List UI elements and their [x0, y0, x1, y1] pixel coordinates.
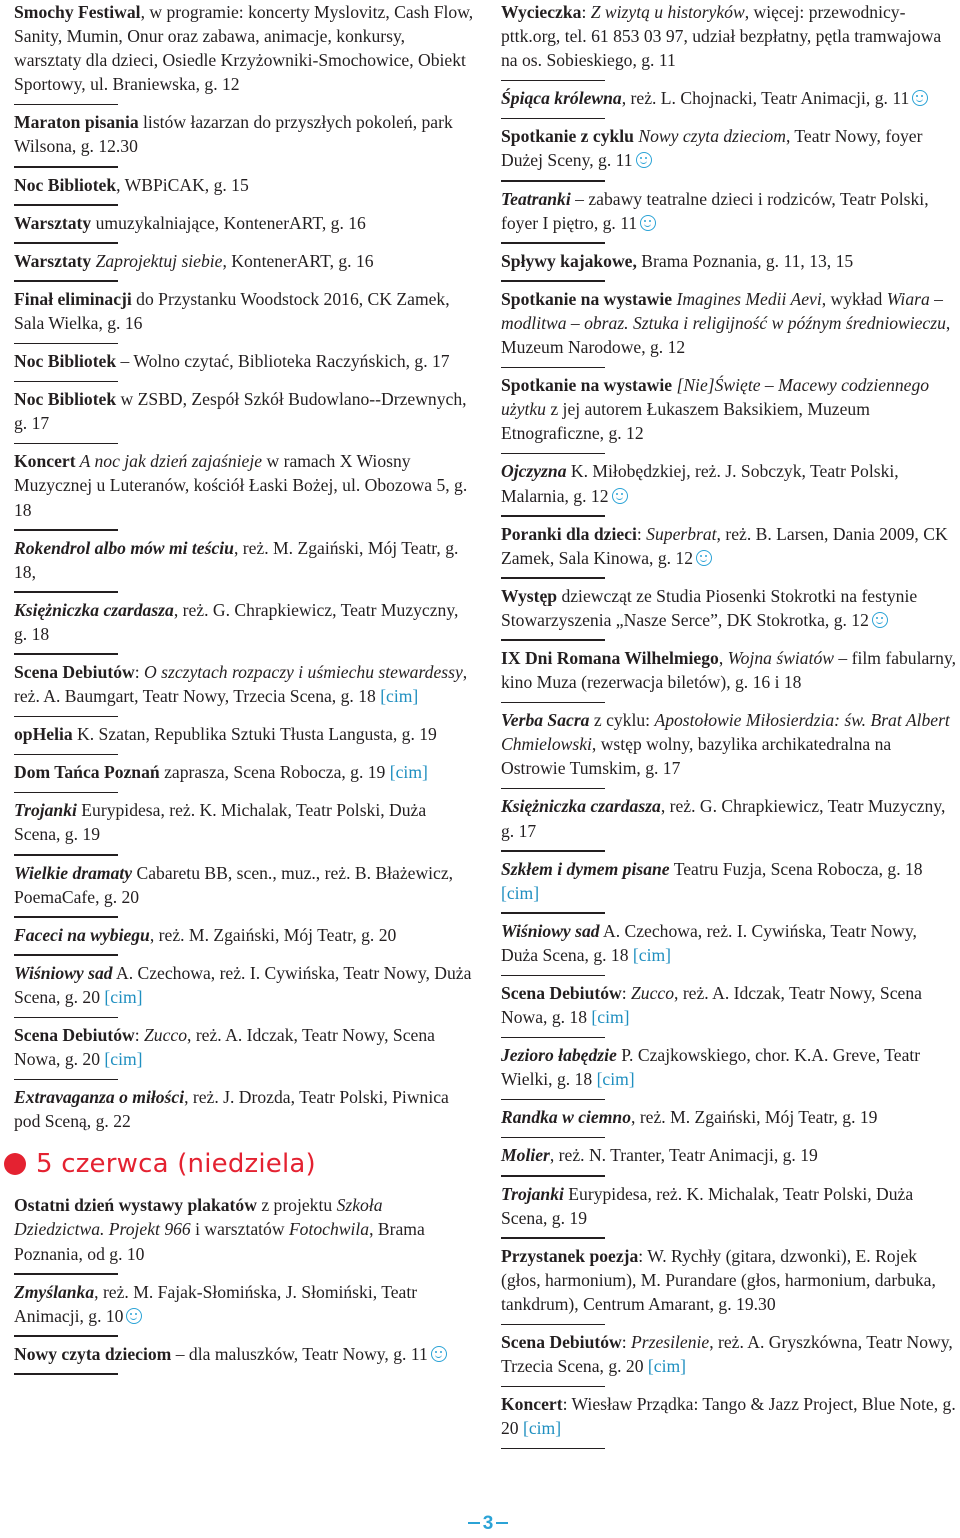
event-title: Poranki dla dzieci: [501, 523, 637, 544]
event-entry: [14, 387, 474, 444]
event-title: Maraton pisania: [14, 112, 139, 133]
event-entry: [14, 861, 474, 918]
event-entry: [14, 173, 474, 206]
cim-tag: [cim]: [104, 1049, 143, 1070]
event-details: , reż. A. Baumgart, Teatr Nowy, Trzecia Scena, g. 18: [14, 661, 468, 707]
event-details: w ramach X Wiosny Muzycznej u Luteranów, kościół Łaski Bożej, ul. Obozowa 5, g. 18: [14, 451, 468, 520]
event-title: Noc Bibliotek: [14, 174, 117, 195]
event-entry: [501, 287, 956, 368]
event-title: Finał eliminacji: [14, 288, 132, 309]
event-details: : W. Rychły (gitara, dzwonki), E. Rojek (głos, harmonium), M. Purandare (głos, harmonium, darbuka, tankdrum), Centrum Amarant, g. 19.30: [501, 1245, 936, 1314]
event-title: Dom Tańca Poznań: [14, 762, 160, 783]
event-entry: [14, 249, 474, 282]
event-details: zaprasza, Scena Robocza, g. 19: [159, 762, 390, 783]
smiley-icon: [640, 215, 656, 231]
event-details: , reż. G. Chrapkiewicz, Teatr Muzyczny, g. 18: [14, 599, 459, 644]
event-details: , reż. M. Fajak-Słomińska, J. Słomiński, Teatr Animacji, g. 10: [14, 1281, 418, 1326]
event-details: , WBPiCAK, g. 15: [116, 174, 249, 195]
event-subtitle: Nowy czyta dzieciom: [633, 126, 786, 147]
event-title: Noc Bibliotek: [14, 389, 117, 410]
event-details: – Wolno czytać, Biblioteka Raczyńskich, g. 17: [116, 351, 450, 372]
event-entry: [501, 1244, 956, 1325]
event-punct: :: [636, 523, 647, 544]
event-entry: [501, 857, 956, 914]
event-entry: [14, 798, 474, 855]
event-entry: [14, 287, 474, 344]
smiley-icon: [636, 152, 652, 168]
event-title: Trojanki: [14, 800, 77, 821]
event-entry: [501, 1392, 956, 1449]
event-entry: [14, 722, 474, 755]
event-subtitle: O szczytach rozpaczy i uśmiechu stewardessy: [144, 661, 463, 682]
event-punct: :: [621, 1332, 632, 1353]
event-punct: :: [134, 1025, 145, 1045]
left-column: [14, 0, 474, 1380]
event-entry: [501, 0, 956, 81]
event-title: Jezioro łabędzie: [501, 1045, 617, 1066]
event-details: K. Szatan, Republika Sztuki Tłusta Langusta, g. 19: [72, 724, 437, 745]
cim-tag: [cim]: [389, 762, 428, 783]
event-entry: [14, 598, 474, 655]
event-subtitle: Szkoła Dziedzictwa. Projekt 966: [14, 1195, 383, 1240]
event-subtitle: Wojna światów: [727, 647, 835, 668]
smiley-icon: [431, 1346, 447, 1362]
event-title: Księżniczka czardasza: [501, 796, 661, 817]
event-details: w ZSBD, Zespół Szkół Budowlano--Drzewnych, g. 17: [14, 389, 467, 434]
dash-icon: [468, 1522, 480, 1525]
event-details: Eurypidesa, reż. K. Michalak, Teatr Polski, Duża Scena, g. 19: [14, 800, 427, 845]
event-subtitle: Zucco: [144, 1025, 188, 1045]
event-details: , wstęp wolny, bazylika archikatedralna na Ostrowie Tumskim, g. 17: [501, 734, 892, 779]
event-title: opHelia: [14, 724, 73, 745]
event-title: Faceci na wybiegu: [14, 924, 150, 945]
event-title: Molier: [501, 1145, 550, 1166]
event-entry: [14, 1023, 474, 1080]
event-title: Ojczyzna: [501, 461, 567, 482]
event-title: Warsztaty: [14, 250, 92, 271]
page-number: [464, 1513, 512, 1535]
event-entry: [501, 86, 956, 119]
event-title: Koncert: [501, 1394, 563, 1415]
event-title: Wielkie dramaty: [14, 862, 133, 883]
event-subtitle: Apostołowie Miłosierdzia: św. Brat Albert Chmielowski: [501, 710, 950, 755]
event-subtitle: [Nie]Święte – Macewy codziennego użytku: [501, 375, 930, 420]
event-entry: [14, 1193, 474, 1274]
event-entry: [501, 124, 956, 181]
smiley-icon: [612, 488, 628, 504]
event-details: Eurypidesa, reż. K. Michalak, Teatr Polski, Duża Scena, g. 19: [501, 1183, 914, 1228]
cim-tag: [cim]: [104, 986, 143, 1007]
event-entry: [501, 981, 956, 1038]
event-details: , Muzeum Narodowe, g. 12: [501, 312, 951, 358]
event-title: Szkłem i dymem pisane: [501, 858, 670, 879]
event-title: Verba Sacra: [501, 710, 590, 731]
event-details: – zabawy teatralne dzieci i rodziców, Teatr Polski, foyer I piętro, g. 11: [501, 188, 929, 233]
event-details: Cabaretu BB, scen., muz., reż. B. Błażewicz, PoemaCafe, g. 20: [14, 862, 454, 907]
event-title: Zmyślanka: [14, 1281, 95, 1302]
event-details: : Wiesław Prządka: Tango & Jazz Project, Blue Note, g. 20: [501, 1394, 956, 1439]
event-entry: [14, 536, 474, 593]
event-details: – dla maluszków, Teatr Nowy, g. 11: [171, 1343, 428, 1364]
event-entry: [14, 660, 474, 717]
event-details: z projektu: [256, 1195, 337, 1216]
event-title: Ostatni dzień wystawy plakatów: [14, 1195, 257, 1216]
event-title: Warsztaty: [14, 212, 92, 233]
event-subtitle: Z wizytą u historyków: [590, 2, 745, 22]
cim-tag: [cim]: [591, 1007, 630, 1028]
event-title: Smochy Festiwal: [14, 2, 141, 22]
event-title: Koncert: [14, 451, 76, 472]
event-title: Trojanki: [501, 1183, 564, 1204]
cim-tag: [cim]: [523, 1418, 562, 1439]
event-entry: [501, 1330, 956, 1387]
event-details: , reż. A. Idczak, Teatr Nowy, Scena Nowa, g. 20: [14, 1025, 435, 1070]
event-title: Występ: [501, 585, 558, 606]
event-details: , reż. N. Tranter, Teatr Animacji, g. 19: [549, 1145, 818, 1166]
event-entry: [501, 1182, 956, 1239]
smiley-icon: [696, 550, 712, 566]
event-details: , reż. M. Zgaiński, Mój Teatr, g. 20: [149, 924, 397, 945]
event-subtitle: Superbrat: [646, 523, 717, 544]
event-subtitle: Fotochwila: [288, 1219, 370, 1240]
event-entry: [501, 919, 956, 976]
event-details: – film fabularny, kino Muza (rezerwacja biletów), g. 16 i 18: [501, 647, 957, 693]
event-entry: [14, 0, 474, 105]
day-heading-text: 5 czerwca (niedziela): [36, 1149, 316, 1180]
event-title: Nowy czyta dzieciom: [14, 1343, 172, 1364]
smiley-icon: [912, 90, 928, 106]
event-title: Księżniczka czardasza: [14, 599, 174, 620]
event-entry: [501, 1105, 956, 1138]
event-entry: [501, 249, 956, 282]
event-details: , w programie: koncerty Myslovitz, Cash Flow, Sanity, Mumin, Onur oraz zabawa, animacje, konkursy, warsztaty dla dzieci, Osiedle Krzyżowniki-Smochowice, Obiekt Sportowy, ul. Braniewska, g. 12: [14, 2, 474, 95]
event-title: Wiśniowy sad: [501, 920, 600, 941]
event-details: , Brama Poznania, od g. 10: [14, 1219, 425, 1264]
cim-tag: [cim]: [596, 1069, 635, 1090]
cim-tag: [cim]: [632, 944, 672, 965]
event-title: Spotkanie na wystawie: [501, 375, 673, 396]
event-title: Extravaganza o miłości: [14, 1087, 185, 1108]
event-details: , Teatr Nowy, foyer Dużej Sceny, g. 11: [501, 126, 923, 171]
event-entry: [14, 923, 474, 956]
event-details: z jej autorem Łukaszem Baksikiem, Muzeum Etnograficzne, g. 12: [501, 399, 870, 444]
page-number-text: 3: [482, 1513, 494, 1534]
event-title: Randka w ciemno: [501, 1107, 632, 1128]
event-title: Teatranki: [501, 188, 571, 209]
red-dot-icon: [4, 1153, 26, 1175]
event-title: Spływy kajakowe,: [501, 250, 637, 271]
event-details: do Przystanku Woodstock 2016, CK Zamek, Sala Wielka, g. 16: [14, 288, 450, 333]
event-punct: ,: [718, 647, 728, 668]
event-subtitle: Zucco: [631, 983, 675, 1003]
event-title: Wycieczka: [501, 2, 582, 22]
event-entry: [14, 1280, 474, 1337]
event-entry: [14, 1342, 474, 1375]
event-details: z cyklu:: [589, 710, 655, 731]
event-entry: [501, 522, 956, 579]
event-punct: :: [621, 983, 632, 1003]
event-details: , wykład: [821, 288, 887, 309]
day-heading: [14, 1147, 474, 1181]
event-details: , reż. A. Gryszkówna, Teatr Nowy, Trzecia Scena, g. 20: [501, 1332, 953, 1377]
event-details: , reż. J. Drozda, Teatr Polski, Piwnica pod Sceną, g. 22: [14, 1087, 449, 1132]
cim-tag: [cim]: [380, 686, 419, 707]
event-subtitle: A noc jak dzień zajaśnieje: [75, 451, 263, 472]
event-entry: [14, 961, 474, 1018]
event-title: Spotkanie na wystawie: [501, 288, 673, 309]
smiley-icon: [126, 1308, 142, 1324]
event-details: i warsztatów: [190, 1219, 289, 1240]
event-details: , reż. B. Larsen, Dania 2009, CK Zamek, Sala Kinowa, g. 12: [501, 523, 948, 568]
event-details: , reż. M. Zgaiński, Mój Teatr, g. 18,: [14, 537, 459, 582]
event-entry: [501, 187, 956, 244]
event-details: Brama Poznania, g. 11, 13, 15: [636, 250, 854, 271]
event-entry: [14, 449, 474, 530]
event-subtitle: Imagines Medii Aevi: [672, 288, 822, 309]
event-entry: [501, 459, 956, 516]
event-entry: [501, 1043, 956, 1100]
event-entry: [501, 1143, 956, 1176]
event-entry: [501, 794, 956, 851]
event-details: listów łazarzan do przyszłych pokoleń, park Wilsona, g. 12.30: [14, 112, 453, 157]
event-title: Scena Debiutów: [14, 1025, 135, 1045]
event-title: Wiśniowy sad: [14, 962, 113, 983]
event-entry: [14, 349, 474, 382]
event-entry: [501, 708, 956, 789]
event-entry: [14, 110, 474, 167]
event-punct: :: [134, 661, 145, 682]
event-details: umuzykalniające, KontenerART, g. 16: [91, 212, 366, 233]
event-details: , reż. L. Chojnacki, Teatr Animacji, g. 11: [621, 88, 910, 109]
event-entry: [14, 211, 474, 244]
right-column: [501, 0, 956, 1454]
event-subtitle: Zaprojektuj siebie: [91, 250, 223, 271]
event-subtitle: Przesilenie: [631, 1332, 710, 1353]
event-title: IX Dni Romana Wilhelmiego: [501, 647, 719, 668]
event-details: Teatru Fuzja, Scena Robocza, g. 18: [669, 858, 923, 879]
event-title: Rokendrol albo mów mi teściu: [14, 537, 234, 558]
event-entry: [501, 584, 956, 641]
event-entry: [14, 1085, 474, 1142]
event-details: , reż. G. Chrapkiewicz, Teatr Muzyczny, g. 17: [501, 796, 946, 841]
event-entry: [14, 760, 474, 793]
event-title: Scena Debiutów: [14, 661, 135, 682]
event-punct: :: [581, 2, 591, 22]
smiley-icon: [872, 612, 888, 628]
event-title: Noc Bibliotek: [14, 351, 117, 372]
event-details: K. Miłobędzkiej, reż. J. Sobczyk, Teatr Polski, Malarnia, g. 12: [501, 461, 899, 506]
event-title: Spotkanie z cyklu: [501, 126, 634, 147]
event-title: Przystanek poezja: [501, 1245, 639, 1266]
event-details: A. Czechowa, reż. I. Cywińska, Teatr Nowy, Duża Scena, g. 18: [501, 920, 917, 965]
event-entry: [501, 646, 956, 703]
event-details: A. Czechowa, reż. I. Cywińska, Teatr Nowy, Duża Scena, g. 20: [14, 962, 472, 1007]
event-title: Śpiąca królewna: [501, 88, 622, 109]
dash-icon: [496, 1522, 508, 1525]
event-details: P. Czajkowskiego, chor. K.A. Greve, Teatr Wielki, g. 18: [501, 1045, 921, 1090]
event-title: Scena Debiutów: [501, 1332, 622, 1353]
event-details: , reż. A. Idczak, Teatr Nowy, Scena Nowa, g. 18: [501, 983, 922, 1028]
event-details: , więcej: przewodnicy-pttk.org, tel. 61 853 03 97, udział bezpłatny, pętla tramwajowa na os. Sobieskiego, g. 11: [501, 2, 942, 71]
event-subtitle: Wiara – modlitwa – obraz. Sztuka i religijność w późnym średniowieczu: [501, 288, 946, 333]
event-entry: [501, 373, 956, 454]
event-title: Scena Debiutów: [501, 983, 622, 1003]
cim-tag: [cim]: [501, 882, 540, 903]
event-details: , reż. M. Zgaiński, Mój Teatr, g. 19: [631, 1107, 878, 1128]
cim-tag: [cim]: [647, 1356, 687, 1377]
event-details: dziewcząt ze Studia Piosenki Stokrotki na festynie Stowarzyszenia „Nasze Serce”, DK Stokrotka, g. 12: [501, 585, 918, 630]
event-details: , KontenerART, g. 16: [222, 250, 374, 271]
